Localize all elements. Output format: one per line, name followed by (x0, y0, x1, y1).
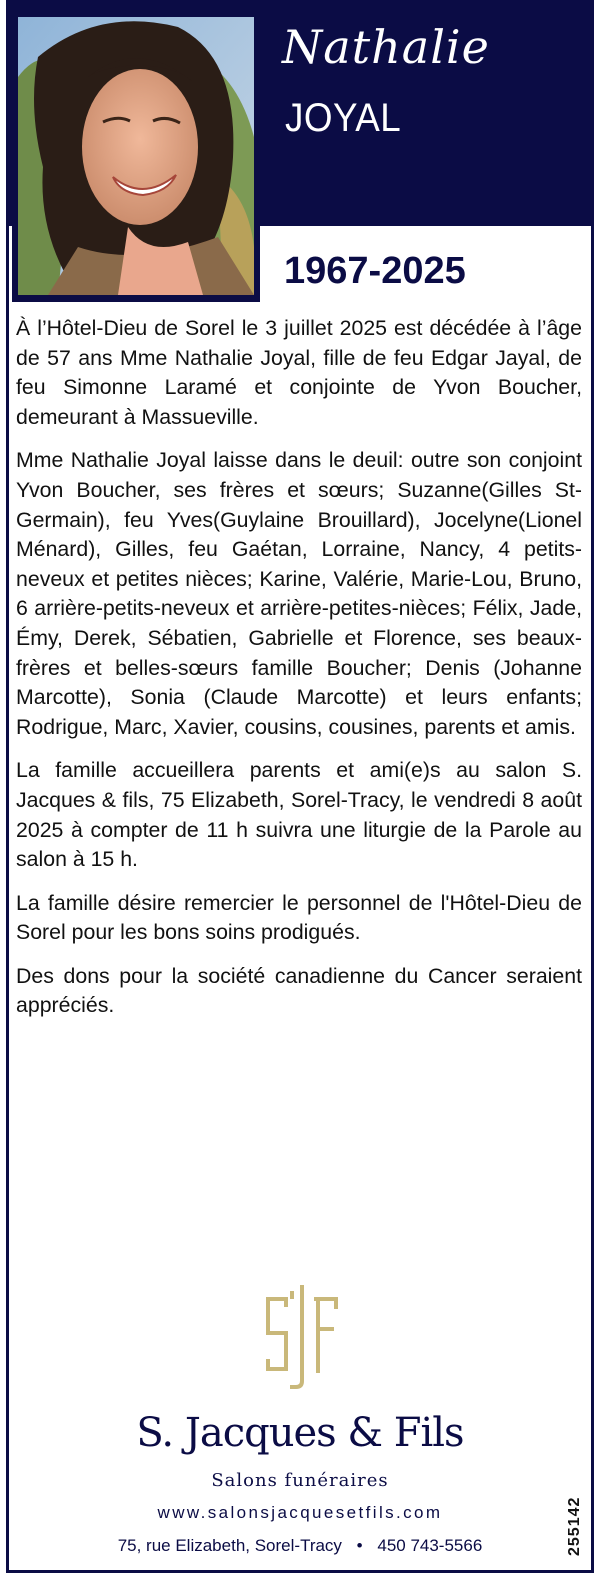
paragraph-survivors: Mme Nathalie Joyal laisse dans le deuil: outre son conjoint Yvon Boucher, ses frères et sœurs; Suzanne(Gilles St-Germain), feu Yves(Guylaine Brouillard), Jocelyne(Lionel Ménard), Gilles, feu Gaétan, Lorraine, Nancy, 4 petits-neveux et petites nièces; Karine, Valérie, Marie-Lou, Bruno, 6 arrière-petits-neveux et arrière-petites-nièces; Félix, Jade, Émy, Derek, Sébatien, Gabrielle et Florence, ses beaux-frères et belles-sœurs famille Boucher; Denis (Johanne Marcotte), Sonia (Claude Marcotte) et leurs enfants; Rodrigue, Marc, Xavier, cousins, cousines, parents et amis. (16, 448, 582, 739)
ad-reference-number: 255142 (566, 1496, 583, 1556)
portrait-photo (18, 17, 254, 295)
paragraph-visitation: La famille accueillera parents et ami(e)s au salon S. Jacques & fils, 75 Elizabeth, Sorel-Tracy, le vendredi 8 août 2025 à compter de 11 h suivra une liturgie de la Parole au salon à 15 h. (16, 758, 582, 872)
funeral-home-contact (0, 1536, 600, 1556)
paragraph-death-notice: À l’Hôtel-Dieu de Sorel le 3 juillet 2025 est décédée à l’âge de 57 ans Mme Nathalie Joyal, fille de feu Edgar Jayal, de feu Simonne Laramé et conjointe de Yvon Boucher, demeurant à Massueville. (16, 316, 582, 429)
obituary-text (16, 314, 582, 1035)
last-name: JOYAL (285, 96, 402, 140)
funeral-home-website[interactable]: www.salonsjacquesetfils.com (157, 1503, 443, 1522)
funeral-home-address: 75, rue Elizabeth, Sorel-Tracy (117, 1536, 342, 1555)
first-name: Nathalie (282, 20, 490, 74)
funeral-home-phone[interactable]: 450 743-5566 (377, 1536, 483, 1555)
funeral-home-tagline: Salons funéraires (211, 1470, 389, 1491)
portrait-photo-icon (18, 17, 254, 295)
paragraph-thanks: La famille désire remercier le personnel de l'Hôtel-Dieu de Sorel pour les bons soins prodigués. (16, 890, 582, 945)
life-years: 1967-2025 (284, 250, 466, 292)
separator-dot: • (356, 1536, 363, 1555)
sjf-logo-icon (264, 1285, 340, 1389)
funeral-home-name: S. Jacques & Fils (136, 1410, 464, 1456)
sjf-monogram-icon (264, 1285, 340, 1389)
paragraph-donations: Des dons pour la société canadienne du Cancer seraient appréciés. (16, 963, 582, 1018)
